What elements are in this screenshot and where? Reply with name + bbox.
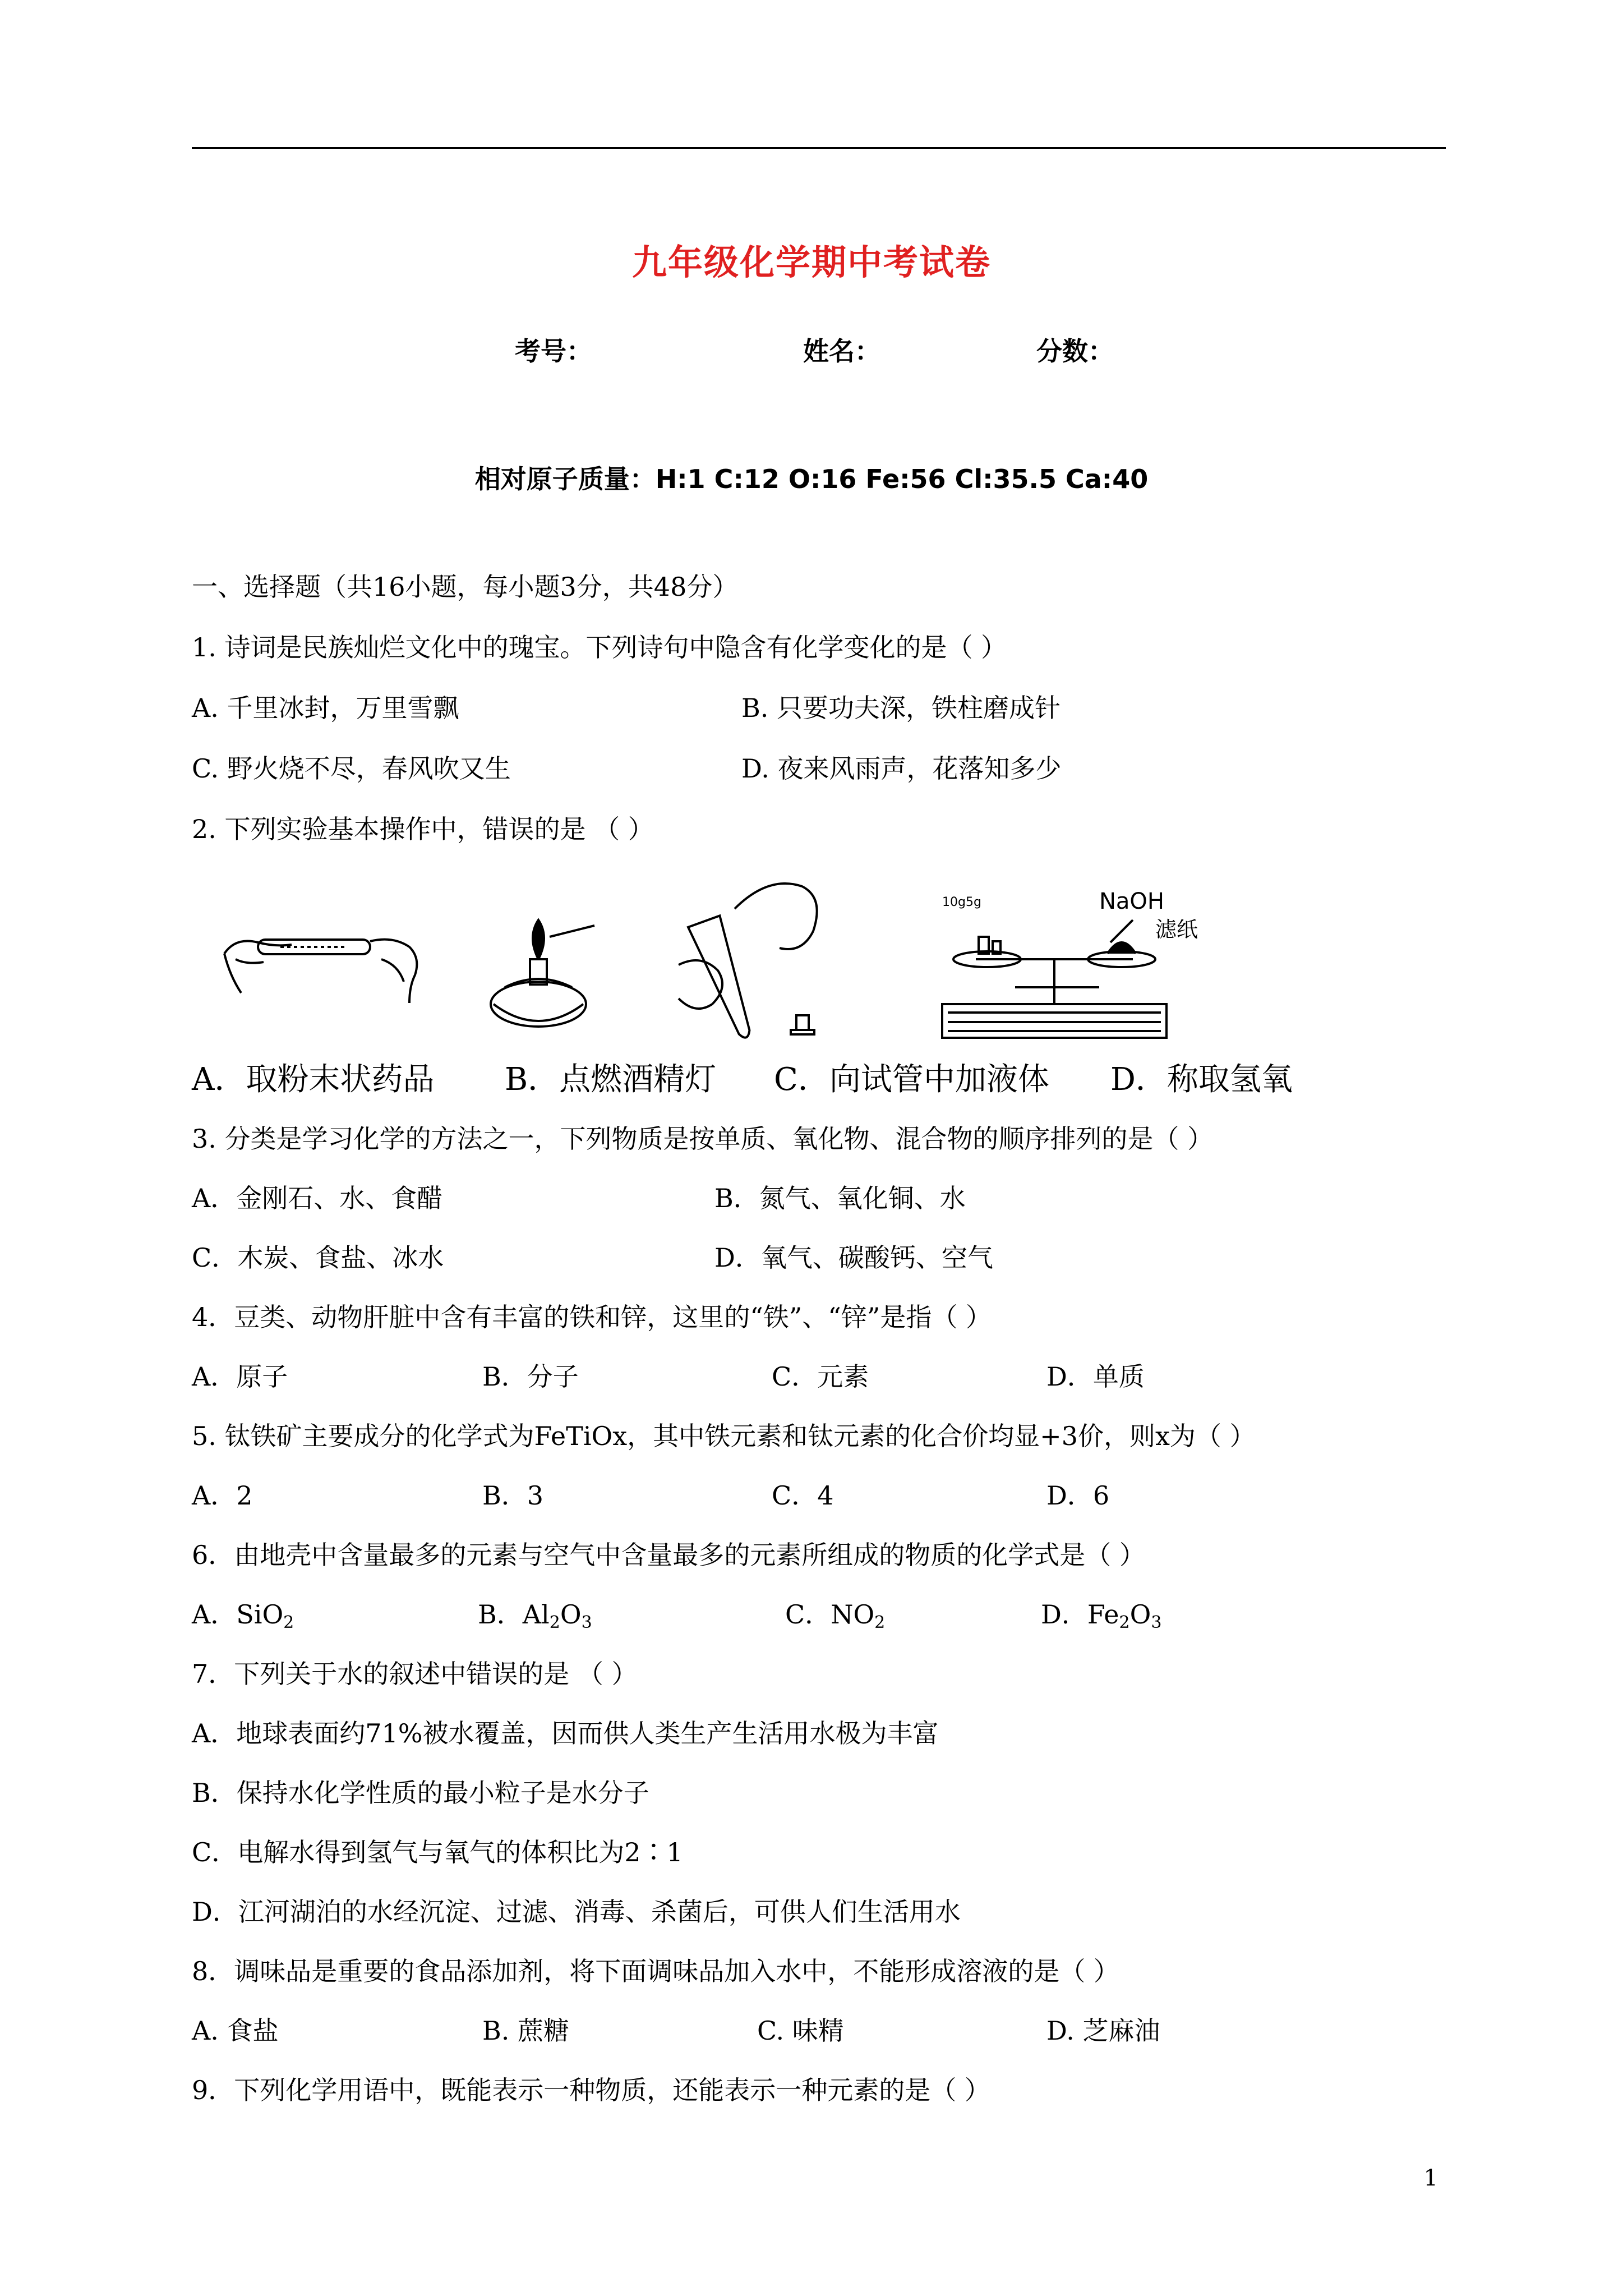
q6-b-subscript-2: 3 [581, 1613, 592, 1632]
question-7-option-b: B．保持水化学性质的最小粒子是水分子 [192, 1778, 649, 1808]
q6-a-formula: A．SiO [192, 1599, 284, 1630]
question-8-stem: 8．调味品是重要的食品添加剂，将下面调味品加入水中，不能形成溶液的是（ ） [192, 1956, 1119, 1986]
question-3-option-d: D．氧气、碳酸钙、空气 [714, 1243, 993, 1273]
question-5-stem: 5. 钛铁矿主要成分的化学式为FeTiOx，其中铁元素和钛元素的化合价均显+3价，则x为（ ） [192, 1421, 1256, 1451]
q6-d-oxygen: O [1129, 1599, 1151, 1630]
question-8-option-d: D. 芝麻油 [1046, 2016, 1160, 2046]
weight-label: 10g5g [942, 895, 981, 909]
question-3-option-a: A．金刚石、水、食醋 [192, 1183, 443, 1213]
atomic-mass-line: 相对原子质量：H:1 C:12 O:16 Fe:56 Cl:35.5 Ca:40 [474, 464, 1149, 494]
powder-taking-figure [224, 940, 417, 1003]
section-heading: 一、选择题（共16小题，每小题3分，共48分） [192, 572, 739, 602]
q6-c-formula: C．NO [785, 1599, 875, 1630]
question-5-option-c: C．4 [772, 1480, 834, 1511]
question-4-option-d: D．单质 [1046, 1361, 1145, 1392]
question-1-option-b: B. 只要功夫深，铁柱磨成针 [741, 693, 1061, 723]
question-4-stem: 4．豆类、动物肝脏中含有丰富的铁和锌，这里的“铁”、“锌”是指（ ） [192, 1302, 992, 1332]
q6-c-subscript: 2 [874, 1613, 886, 1632]
q6-a-subscript: 2 [283, 1613, 294, 1632]
alcohol-lamp-figure [491, 920, 594, 1027]
question-1-option-a: A. 千里冰封，万里雪飘 [192, 693, 459, 723]
page-number: 1 [1423, 2165, 1438, 2191]
naoh-label: NaOH [1099, 889, 1164, 914]
question-7-stem: 7．下列关于水的叙述中错误的是 （ ） [192, 1659, 638, 1689]
q6-b-formula: B．Al [478, 1599, 550, 1630]
question-2-option-c: C．向试管中加液体 [774, 1061, 1049, 1098]
question-3-option-b: B．氮气、氧化铜、水 [714, 1183, 966, 1213]
question-4-option-b: B．分子 [482, 1361, 579, 1392]
lab-operation-figures [213, 875, 1211, 1043]
question-6-option-d [1041, 1594, 1161, 1632]
pour-liquid-figure [679, 884, 817, 1043]
question-3-stem: 3. 分类是学习化学的方法之一，下列物质是按单质、氧化物、混合物的顺序排列的是（ ） [192, 1124, 1214, 1154]
question-4-option-a: A．原子 [192, 1361, 288, 1392]
q6-d-subscript-2: 3 [1151, 1613, 1162, 1632]
q6-b-subscript-1: 2 [549, 1613, 560, 1632]
question-1-option-d: D. 夜来风雨声，花落知多少 [741, 753, 1062, 784]
question-7-option-c: C．电解水得到氢气与氧气的体积比为2∶1 [192, 1837, 683, 1867]
question-1-stem: 1. 诗词是民族灿烂文化中的瑰宝。下列诗句中隐含有化学变化的是（ ） [192, 632, 1007, 662]
exam-number-label: 考号： [515, 336, 592, 366]
student-name-label: 姓名： [803, 336, 880, 366]
filter-paper-label: 滤纸 [1155, 917, 1198, 942]
question-5-option-d: D．6 [1046, 1480, 1110, 1511]
q6-d-formula: D．Fe [1041, 1599, 1119, 1630]
question-6-stem: 6．由地壳中含量最多的元素与空气中含量最多的元素所组成的物质的化学式是（ ） [192, 1540, 1145, 1570]
q6-b-oxygen: O [560, 1599, 582, 1630]
question-8-option-b: B. 蔗糖 [482, 2016, 570, 2046]
question-7-option-d: D．江河湖泊的水经沉淀、过滤、消毒、杀菌后，可供人们生活用水 [192, 1897, 961, 1927]
top-rule [192, 147, 1446, 149]
score-label: 分数： [1036, 336, 1114, 366]
question-8-option-c: C. 味精 [757, 2016, 844, 2046]
question-3-option-c: C．木炭、食盐、冰水 [192, 1243, 444, 1273]
question-1-option-c: C. 野火烧不尽，春风吹又生 [192, 753, 511, 784]
question-2-option-b: B．点燃酒精灯 [505, 1061, 717, 1098]
exam-title: 九年级化学期中考试卷 [631, 242, 991, 283]
q6-d-subscript-1: 2 [1119, 1613, 1130, 1632]
question-2-option-d: D．称取氢氧 [1110, 1061, 1293, 1098]
question-5-option-a: A．2 [192, 1480, 253, 1511]
question-9-stem: 9．下列化学用语中，既能表示一种物质，还能表示一种元素的是（ ） [192, 2075, 990, 2105]
question-2-option-a: A．取粉末状药品 [192, 1061, 435, 1098]
question-4-option-c: C．元素 [772, 1361, 869, 1392]
question-6-option-c [785, 1594, 885, 1632]
question-7-option-a: A．地球表面约71%被水覆盖，因而供人类生产生活用水极为丰富 [192, 1718, 939, 1749]
question-5-option-b: B．3 [482, 1480, 544, 1511]
balance-figure [942, 920, 1166, 1038]
question-2-stem: 2. 下列实验基本操作中，错误的是 （ ） [192, 814, 654, 844]
question-6-option-a [192, 1594, 294, 1632]
question-8-option-a: A. 食盐 [192, 2016, 279, 2046]
question-6-option-b [478, 1594, 592, 1632]
